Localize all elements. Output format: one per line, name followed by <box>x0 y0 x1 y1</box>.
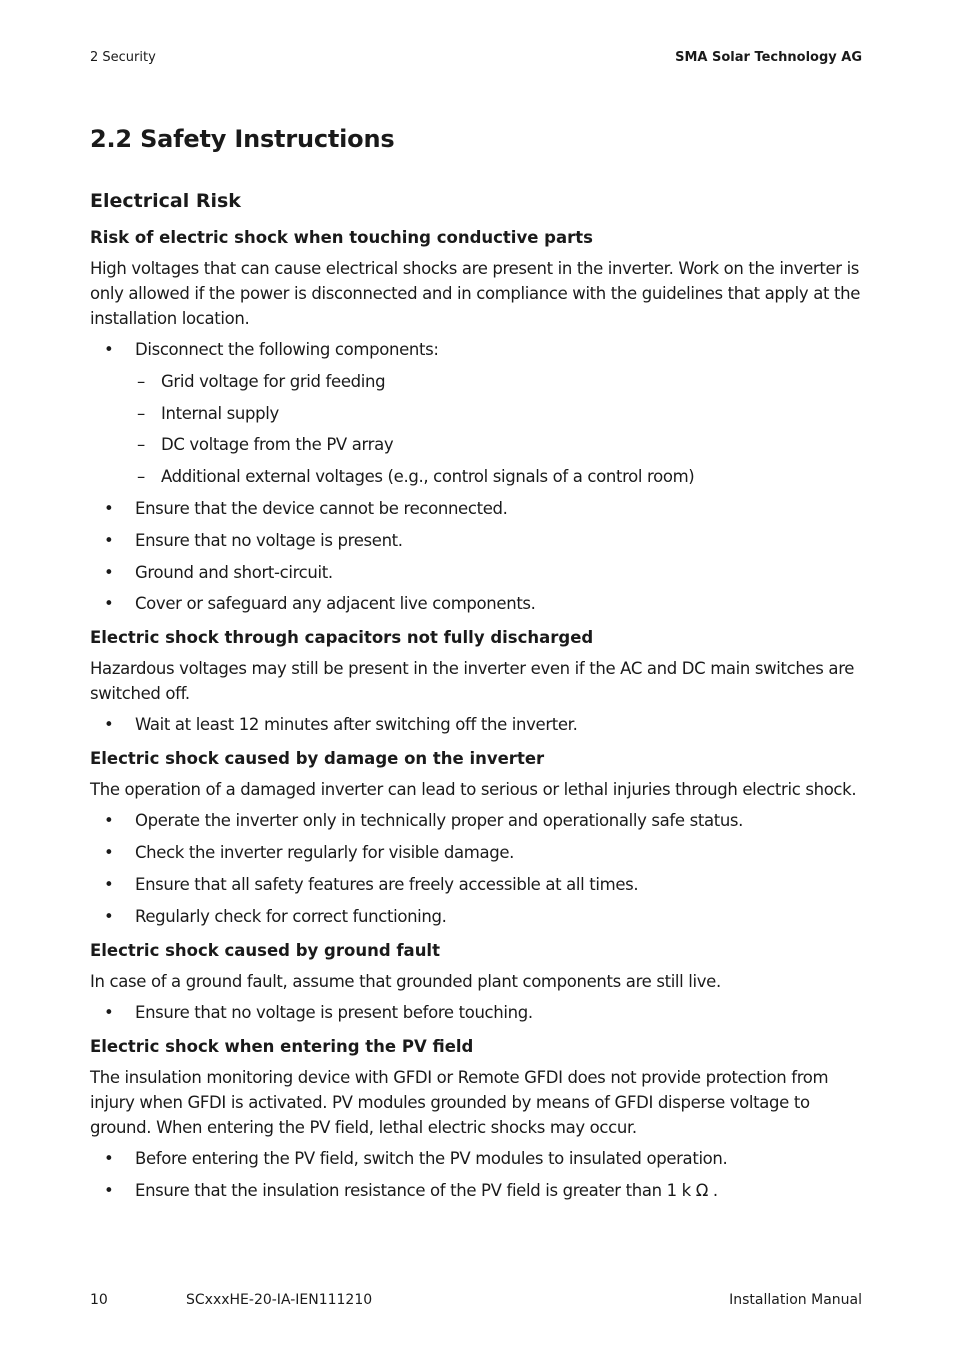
dash-icon: – <box>137 371 145 391</box>
list-item-text: Ensure that no voltage is present before touching. <box>135 1002 533 1022</box>
section-heading: Electric shock caused by damage on the inverter <box>90 749 545 769</box>
list-item-text: Cover or safeguard any adjacent live components. <box>135 594 536 614</box>
section-heading: Electric shock caused by ground fault <box>90 940 440 960</box>
list-item-text: Ensure that the insulation resistance of the PV field is greater than 1 k Ω . <box>135 1180 718 1200</box>
list-item-text: Wait at least 12 minutes after switching off the inverter. <box>135 715 578 735</box>
section-pv-field <box>90 1035 864 1203</box>
page-content <box>90 122 864 1213</box>
section-capacitors <box>90 626 864 737</box>
section-heading: Electric shock through capacitors not fully discharged <box>90 628 594 648</box>
bullet-icon: • <box>104 340 114 359</box>
section-paragraph: In case of a ground fault, assume that grounded plant components are still live. <box>90 971 721 991</box>
section-heading: Electric shock when entering the PV field <box>90 1036 474 1056</box>
list-item-text: Ensure that no voltage is present. <box>135 530 403 550</box>
bullet-icon: • <box>104 498 114 518</box>
list-item-text: Regularly check for correct functioning. <box>135 906 447 926</box>
sub-list <box>135 369 864 489</box>
bullet-list <box>90 712 864 737</box>
list-item <box>90 808 864 833</box>
dash-icon: – <box>137 467 145 487</box>
bullet-list <box>90 337 864 616</box>
bullet-list <box>90 1000 864 1025</box>
section-heading: Risk of electric shock when touching conductive parts <box>90 228 593 247</box>
list-item <box>90 840 864 865</box>
list-item-text: Check the inverter regularly for visible damage. <box>135 843 515 863</box>
section-conductive-parts <box>90 226 864 616</box>
bullet-icon: • <box>104 530 114 550</box>
list-item <box>90 872 864 897</box>
footer-document-title: Installation Manual <box>729 1292 862 1308</box>
list-item <box>90 496 864 521</box>
list-item <box>90 1178 864 1203</box>
section-paragraph: High voltages that can cause electrical shocks are present in the inverter. Work on the inverter is only allowed if the power is disconnected and in compliance with the guidelines that apply at the installation location. <box>90 259 860 328</box>
sub-list-item <box>135 432 864 457</box>
footer-document-code: SCxxxHE-20-IA-IEN111210 <box>186 1292 373 1308</box>
section-ground-fault <box>90 939 864 1025</box>
list-item-text: Before entering the PV field, switch the PV modules to insulated operation. <box>135 1148 728 1168</box>
list-item-text: Ensure that the device cannot be reconnected. <box>135 498 508 518</box>
footer-page-number: 10 <box>90 1292 108 1308</box>
sub-list-item <box>135 401 864 426</box>
list-item <box>90 1000 864 1025</box>
list-item-text: Disconnect the following components: <box>135 340 439 359</box>
bullet-icon: • <box>104 715 114 735</box>
list-item <box>90 337 864 489</box>
sub-list-item-text: DC voltage from the PV array <box>161 435 394 455</box>
bullet-icon: • <box>104 1148 114 1168</box>
list-item <box>90 712 864 737</box>
sub-list-item <box>135 464 864 489</box>
page-title: 2.2 Safety Instructions <box>90 125 395 153</box>
bullet-icon: • <box>104 874 114 894</box>
list-item-text: Ground and short-circuit. <box>135 562 333 582</box>
dash-icon: – <box>137 435 145 455</box>
header-company: SMA Solar Technology AG <box>675 50 862 65</box>
sub-list-item <box>135 369 864 394</box>
dash-icon: – <box>137 403 145 423</box>
bullet-icon: • <box>104 1002 114 1022</box>
sub-list-item-text: Internal supply <box>161 403 279 423</box>
section-paragraph: Hazardous voltages may still be present in the inverter even if the AC and DC main switches are switched off. <box>90 659 855 704</box>
list-item <box>90 904 864 929</box>
sub-list-item-text: Additional external voltages (e.g., control signals of a control room) <box>161 467 695 487</box>
bullet-icon: • <box>104 562 114 582</box>
bullet-icon: • <box>104 594 114 614</box>
section-subtitle: Electrical Risk <box>90 190 241 212</box>
bullet-icon: • <box>104 1180 114 1200</box>
bullet-icon: • <box>104 811 114 831</box>
list-item-text: Ensure that all safety features are freely accessible at all times. <box>135 874 639 894</box>
bullet-list <box>90 1146 864 1203</box>
list-item-text: Operate the inverter only in technically proper and operationally safe status. <box>135 811 744 831</box>
header-section: 2 Security <box>90 50 156 65</box>
bullet-list <box>90 808 864 928</box>
section-paragraph: The insulation monitoring device with GFDI or Remote GFDI does not provide protection from injury when GFDI is activated. PV modules grounded by means of GFDI disperse voltage to ground. When entering the PV field, lethal electric shocks may occur. <box>90 1067 829 1137</box>
bullet-icon: • <box>104 906 114 926</box>
sub-list-item-text: Grid voltage for grid feeding <box>161 371 386 391</box>
list-item <box>90 528 864 553</box>
list-item <box>90 1146 864 1171</box>
list-item <box>90 560 864 585</box>
section-damage <box>90 747 864 928</box>
bullet-icon: • <box>104 843 114 863</box>
list-item <box>90 591 864 616</box>
section-paragraph: The operation of a damaged inverter can lead to serious or lethal injuries through electric shock. <box>90 780 857 800</box>
